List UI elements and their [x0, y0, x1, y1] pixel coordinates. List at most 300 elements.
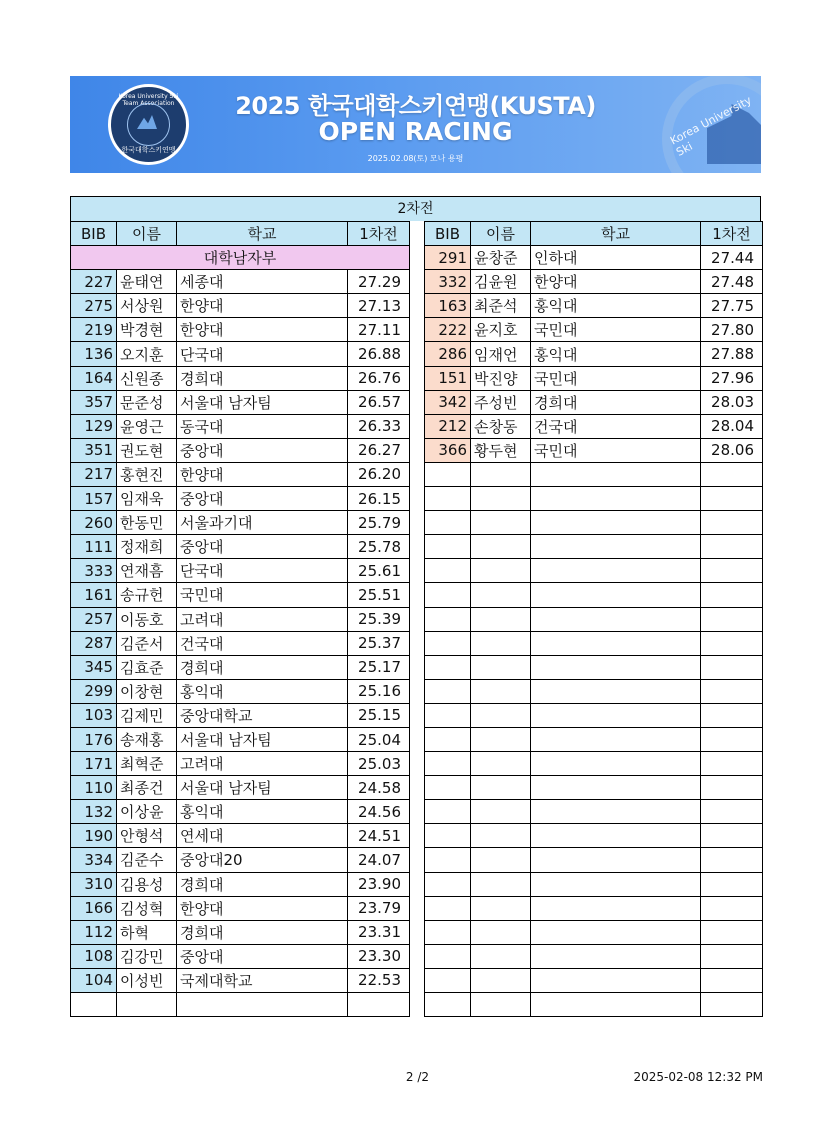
name-cell: 김준서 — [117, 631, 177, 655]
table-row — [71, 872, 410, 896]
time-cell: 26.76 — [348, 366, 410, 390]
table-row — [71, 487, 410, 511]
school-cell: 경희대 — [177, 366, 348, 390]
school-cell: 단국대 — [177, 342, 348, 366]
empty-cell — [425, 848, 471, 872]
time-cell: 27.13 — [348, 294, 410, 318]
school-cell: 한양대 — [177, 896, 348, 920]
empty-row — [425, 487, 763, 511]
empty-row — [425, 559, 763, 583]
school-cell: 국제대학교 — [177, 968, 348, 992]
table-row — [71, 559, 410, 583]
bib-cell: 171 — [71, 752, 117, 776]
bib-cell: 287 — [71, 631, 117, 655]
event-date-venue: 2025.02.08(토) 모나 용평 — [367, 154, 464, 163]
empty-cell — [531, 583, 701, 607]
school-cell: 한양대 — [177, 318, 348, 342]
empty-cell — [471, 993, 531, 1017]
empty-cell — [701, 944, 763, 968]
empty-cell — [425, 872, 471, 896]
empty-cell — [531, 944, 701, 968]
empty-cell — [531, 511, 701, 535]
bib-cell: 176 — [71, 727, 117, 751]
empty-cell — [425, 896, 471, 920]
table-row — [71, 920, 410, 944]
bib-cell: 227 — [71, 270, 117, 294]
empty-cell — [701, 462, 763, 486]
empty-cell — [471, 462, 531, 486]
name-cell: 이성빈 — [117, 968, 177, 992]
empty-cell — [471, 968, 531, 992]
time-cell: 28.06 — [701, 438, 763, 462]
school-cell: 홍익대 — [177, 800, 348, 824]
bib-cell: 217 — [71, 462, 117, 486]
empty-row — [425, 511, 763, 535]
name-cell: 윤영근 — [117, 414, 177, 438]
empty-cell — [701, 559, 763, 583]
bib-cell: 103 — [71, 703, 117, 727]
school-cell: 경희대 — [177, 655, 348, 679]
empty-row — [425, 727, 763, 751]
empty-cell — [701, 824, 763, 848]
empty-cell — [117, 993, 177, 1017]
empty-cell — [471, 872, 531, 896]
empty-cell — [425, 800, 471, 824]
name-cell: 연재흠 — [117, 559, 177, 583]
school-cell: 연세대 — [177, 824, 348, 848]
table-row — [71, 679, 410, 703]
table-row — [425, 366, 763, 390]
time-cell: 26.88 — [348, 342, 410, 366]
empty-cell — [701, 752, 763, 776]
time-cell: 26.15 — [348, 487, 410, 511]
bib-cell: 129 — [71, 414, 117, 438]
empty-cell — [471, 511, 531, 535]
school-cell: 중앙대 — [177, 487, 348, 511]
school-cell: 중앙대 — [177, 438, 348, 462]
empty-cell — [701, 535, 763, 559]
empty-cell — [531, 993, 701, 1017]
bib-cell: 132 — [71, 800, 117, 824]
table-row — [425, 246, 763, 270]
name-cell: 최종건 — [117, 776, 177, 800]
bib-cell: 164 — [71, 366, 117, 390]
empty-cell — [701, 679, 763, 703]
table-row — [71, 270, 410, 294]
empty-cell — [701, 872, 763, 896]
empty-cell — [531, 824, 701, 848]
empty-cell — [531, 776, 701, 800]
empty-cell — [531, 703, 701, 727]
empty-cell — [425, 727, 471, 751]
table-row — [71, 896, 410, 920]
school-cell: 중앙대20 — [177, 848, 348, 872]
name-cell: 최준석 — [471, 294, 531, 318]
table-row — [71, 318, 410, 342]
school-cell: 한양대 — [177, 294, 348, 318]
school-cell: 홍익대 — [531, 294, 701, 318]
empty-cell — [425, 487, 471, 511]
empty-cell — [701, 583, 763, 607]
empty-cell — [425, 655, 471, 679]
name-cell: 김제민 — [117, 703, 177, 727]
school-cell: 서울과기대 — [177, 511, 348, 535]
right-results-table — [424, 221, 763, 1017]
name-cell: 이동호 — [117, 607, 177, 631]
name-cell: 문준성 — [117, 390, 177, 414]
time-cell: 27.75 — [701, 294, 763, 318]
empty-cell — [425, 824, 471, 848]
table-row — [71, 294, 410, 318]
empty-cell — [701, 848, 763, 872]
empty-cell — [471, 752, 531, 776]
empty-cell — [425, 968, 471, 992]
name-cell: 김용성 — [117, 872, 177, 896]
emblem-text: Korea University Ski — [668, 93, 754, 159]
empty-cell — [531, 487, 701, 511]
empty-cell — [531, 872, 701, 896]
empty-cell — [531, 679, 701, 703]
school-cell: 국민대 — [531, 318, 701, 342]
empty-cell — [471, 655, 531, 679]
bib-cell: 334 — [71, 848, 117, 872]
school-cell: 한양대 — [177, 462, 348, 486]
time-cell: 26.20 — [348, 462, 410, 486]
table-row — [71, 535, 410, 559]
column-header-time: 1차전 — [348, 222, 410, 246]
time-cell: 27.80 — [701, 318, 763, 342]
bib-cell: 136 — [71, 342, 117, 366]
time-cell: 25.61 — [348, 559, 410, 583]
table-row — [71, 968, 410, 992]
school-cell: 중앙대학교 — [177, 703, 348, 727]
event-subtitle-title: OPEN RACING — [318, 117, 513, 146]
empty-row — [425, 848, 763, 872]
time-cell: 25.79 — [348, 511, 410, 535]
time-cell: 25.15 — [348, 703, 410, 727]
school-cell: 고려대 — [177, 607, 348, 631]
school-cell: 동국대 — [177, 414, 348, 438]
table-row — [71, 800, 410, 824]
table-row — [71, 511, 410, 535]
empty-cell — [425, 462, 471, 486]
empty-row — [425, 703, 763, 727]
empty-cell — [701, 631, 763, 655]
school-cell: 고려대 — [177, 752, 348, 776]
empty-cell — [701, 727, 763, 751]
empty-row — [425, 968, 763, 992]
empty-row — [425, 679, 763, 703]
empty-row — [425, 944, 763, 968]
empty-row — [425, 800, 763, 824]
empty-cell — [531, 631, 701, 655]
table-row — [71, 703, 410, 727]
bib-cell: 332 — [425, 270, 471, 294]
empty-cell — [425, 631, 471, 655]
bib-cell: 190 — [71, 824, 117, 848]
table-row — [71, 342, 410, 366]
table-row — [71, 438, 410, 462]
school-cell: 중앙대 — [177, 535, 348, 559]
empty-cell — [425, 920, 471, 944]
empty-cell — [177, 993, 348, 1017]
empty-cell — [701, 607, 763, 631]
bib-cell: 275 — [71, 294, 117, 318]
empty-cell — [471, 703, 531, 727]
name-cell: 주성빈 — [471, 390, 531, 414]
table-row — [425, 342, 763, 366]
name-cell: 김준수 — [117, 848, 177, 872]
empty-cell — [471, 848, 531, 872]
time-cell: 23.31 — [348, 920, 410, 944]
bib-cell: 291 — [425, 246, 471, 270]
logo-bottom-text: 한국대학스키연맹 — [121, 146, 176, 154]
empty-cell — [471, 800, 531, 824]
bib-cell: 166 — [71, 896, 117, 920]
empty-row — [425, 583, 763, 607]
time-cell: 25.51 — [348, 583, 410, 607]
empty-row — [425, 752, 763, 776]
time-cell: 28.03 — [701, 390, 763, 414]
bib-cell: 222 — [425, 318, 471, 342]
bib-cell: 219 — [71, 318, 117, 342]
empty-row — [425, 535, 763, 559]
name-cell: 하혁 — [117, 920, 177, 944]
time-cell: 26.33 — [348, 414, 410, 438]
time-cell: 26.57 — [348, 390, 410, 414]
empty-row — [425, 920, 763, 944]
bib-cell: 212 — [425, 414, 471, 438]
run-title: 2차전 — [70, 196, 761, 221]
bib-cell: 310 — [71, 872, 117, 896]
empty-cell — [701, 968, 763, 992]
empty-cell — [425, 703, 471, 727]
empty-cell — [471, 607, 531, 631]
empty-row — [425, 631, 763, 655]
table-row — [71, 366, 410, 390]
empty-cell — [471, 583, 531, 607]
time-cell: 24.51 — [348, 824, 410, 848]
school-cell: 경희대 — [531, 390, 701, 414]
name-cell: 황두현 — [471, 438, 531, 462]
time-cell: 27.88 — [701, 342, 763, 366]
name-cell: 박경현 — [117, 318, 177, 342]
time-cell: 28.04 — [701, 414, 763, 438]
empty-cell — [531, 920, 701, 944]
empty-cell — [425, 993, 471, 1017]
empty-cell — [531, 607, 701, 631]
column-header-time: 1차전 — [701, 222, 763, 246]
header-banner — [70, 76, 761, 173]
table-row — [71, 462, 410, 486]
bib-cell: 260 — [71, 511, 117, 535]
table-row — [71, 848, 410, 872]
empty-cell — [425, 535, 471, 559]
table-row — [71, 776, 410, 800]
empty-cell — [471, 559, 531, 583]
category-row — [71, 246, 410, 270]
time-cell: 23.90 — [348, 872, 410, 896]
time-cell: 25.17 — [348, 655, 410, 679]
empty-cell — [531, 535, 701, 559]
empty-cell — [531, 655, 701, 679]
school-cell: 건국대 — [177, 631, 348, 655]
empty-cell — [531, 559, 701, 583]
empty-cell — [425, 752, 471, 776]
school-cell: 경희대 — [177, 920, 348, 944]
school-cell: 홍익대 — [531, 342, 701, 366]
bib-cell: 345 — [71, 655, 117, 679]
name-cell: 윤창준 — [471, 246, 531, 270]
empty-cell — [425, 679, 471, 703]
table-row — [71, 727, 410, 751]
school-cell: 건국대 — [531, 414, 701, 438]
time-cell: 25.37 — [348, 631, 410, 655]
empty-cell — [701, 920, 763, 944]
time-cell: 26.27 — [348, 438, 410, 462]
empty-row — [425, 607, 763, 631]
bib-cell: 112 — [71, 920, 117, 944]
table-header — [71, 222, 410, 246]
bib-cell: 257 — [71, 607, 117, 631]
empty-cell — [471, 631, 531, 655]
name-cell: 윤지호 — [471, 318, 531, 342]
empty-cell — [471, 920, 531, 944]
category-label: 대학남자부 — [71, 246, 410, 270]
empty-cell — [348, 993, 410, 1017]
left-results-table — [70, 221, 410, 1017]
column-header-school: 학교 — [177, 222, 348, 246]
time-cell: 25.39 — [348, 607, 410, 631]
name-cell: 한동민 — [117, 511, 177, 535]
empty-cell — [531, 800, 701, 824]
bib-cell: 104 — [71, 968, 117, 992]
empty-row — [425, 824, 763, 848]
table-row — [71, 583, 410, 607]
table-row — [71, 631, 410, 655]
bib-cell: 299 — [71, 679, 117, 703]
empty-cell — [701, 800, 763, 824]
school-cell: 서울대 남자팀 — [177, 776, 348, 800]
time-cell: 22.53 — [348, 968, 410, 992]
bib-cell: 342 — [425, 390, 471, 414]
table-row — [425, 438, 763, 462]
name-cell: 송재홍 — [117, 727, 177, 751]
empty-cell — [531, 848, 701, 872]
table-row — [425, 318, 763, 342]
empty-cell — [71, 993, 117, 1017]
empty-cell — [425, 944, 471, 968]
table-row — [71, 390, 410, 414]
empty-cell — [471, 487, 531, 511]
school-cell: 경희대 — [177, 872, 348, 896]
table-row — [71, 944, 410, 968]
school-cell: 홍익대 — [177, 679, 348, 703]
name-cell: 안형석 — [117, 824, 177, 848]
empty-row — [425, 655, 763, 679]
empty-cell — [425, 559, 471, 583]
school-cell: 인하대 — [531, 246, 701, 270]
table-header — [425, 222, 763, 246]
event-title: 2025 한국대학스키연맹(KUSTA) — [235, 92, 596, 120]
name-cell: 김효준 — [117, 655, 177, 679]
time-cell: 24.07 — [348, 848, 410, 872]
table-row — [71, 414, 410, 438]
print-timestamp: 2025-02-08 12:32 PM — [633, 1070, 763, 1084]
empty-row — [425, 993, 763, 1017]
time-cell: 27.48 — [701, 270, 763, 294]
bib-cell: 351 — [71, 438, 117, 462]
school-cell: 서울대 남자팀 — [177, 727, 348, 751]
school-cell: 단국대 — [177, 559, 348, 583]
empty-cell — [425, 607, 471, 631]
name-cell: 임재욱 — [117, 487, 177, 511]
name-cell: 김윤원 — [471, 270, 531, 294]
school-cell: 국민대 — [531, 366, 701, 390]
name-cell: 송규헌 — [117, 583, 177, 607]
empty-cell — [471, 727, 531, 751]
bib-cell: 151 — [425, 366, 471, 390]
empty-cell — [531, 896, 701, 920]
time-cell: 25.03 — [348, 752, 410, 776]
bib-cell: 110 — [71, 776, 117, 800]
school-cell: 서울대 남자팀 — [177, 390, 348, 414]
empty-cell — [471, 824, 531, 848]
empty-row — [425, 462, 763, 486]
bib-cell: 157 — [71, 487, 117, 511]
table-row — [71, 752, 410, 776]
time-cell: 24.58 — [348, 776, 410, 800]
bib-cell: 286 — [425, 342, 471, 366]
empty-cell — [425, 583, 471, 607]
empty-cell — [425, 776, 471, 800]
name-cell: 손창동 — [471, 414, 531, 438]
column-header-school: 학교 — [531, 222, 701, 246]
column-header-bib: BIB — [425, 222, 471, 246]
empty-cell — [701, 896, 763, 920]
time-cell: 27.44 — [701, 246, 763, 270]
name-cell: 최혁준 — [117, 752, 177, 776]
name-cell: 오지훈 — [117, 342, 177, 366]
column-header-bib: BIB — [71, 222, 117, 246]
bib-cell: 161 — [71, 583, 117, 607]
empty-cell — [701, 993, 763, 1017]
name-cell: 이창현 — [117, 679, 177, 703]
name-cell: 신원종 — [117, 366, 177, 390]
school-cell: 세종대 — [177, 270, 348, 294]
name-cell: 김성혁 — [117, 896, 177, 920]
logo-top-text: Korea University Ski Team Association — [118, 93, 179, 107]
empty-cell — [471, 944, 531, 968]
time-cell: 25.16 — [348, 679, 410, 703]
table-row — [71, 607, 410, 631]
name-cell: 이상윤 — [117, 800, 177, 824]
empty-cell — [701, 703, 763, 727]
name-cell: 임재언 — [471, 342, 531, 366]
time-cell: 25.78 — [348, 535, 410, 559]
name-cell: 김강민 — [117, 944, 177, 968]
column-header-name: 이름 — [471, 222, 531, 246]
bib-cell: 111 — [71, 535, 117, 559]
time-cell: 27.11 — [348, 318, 410, 342]
name-cell: 윤태연 — [117, 270, 177, 294]
empty-cell — [531, 968, 701, 992]
empty-cell — [471, 896, 531, 920]
table-row — [71, 655, 410, 679]
time-cell: 27.96 — [701, 366, 763, 390]
empty-row — [71, 993, 410, 1017]
table-row — [425, 414, 763, 438]
